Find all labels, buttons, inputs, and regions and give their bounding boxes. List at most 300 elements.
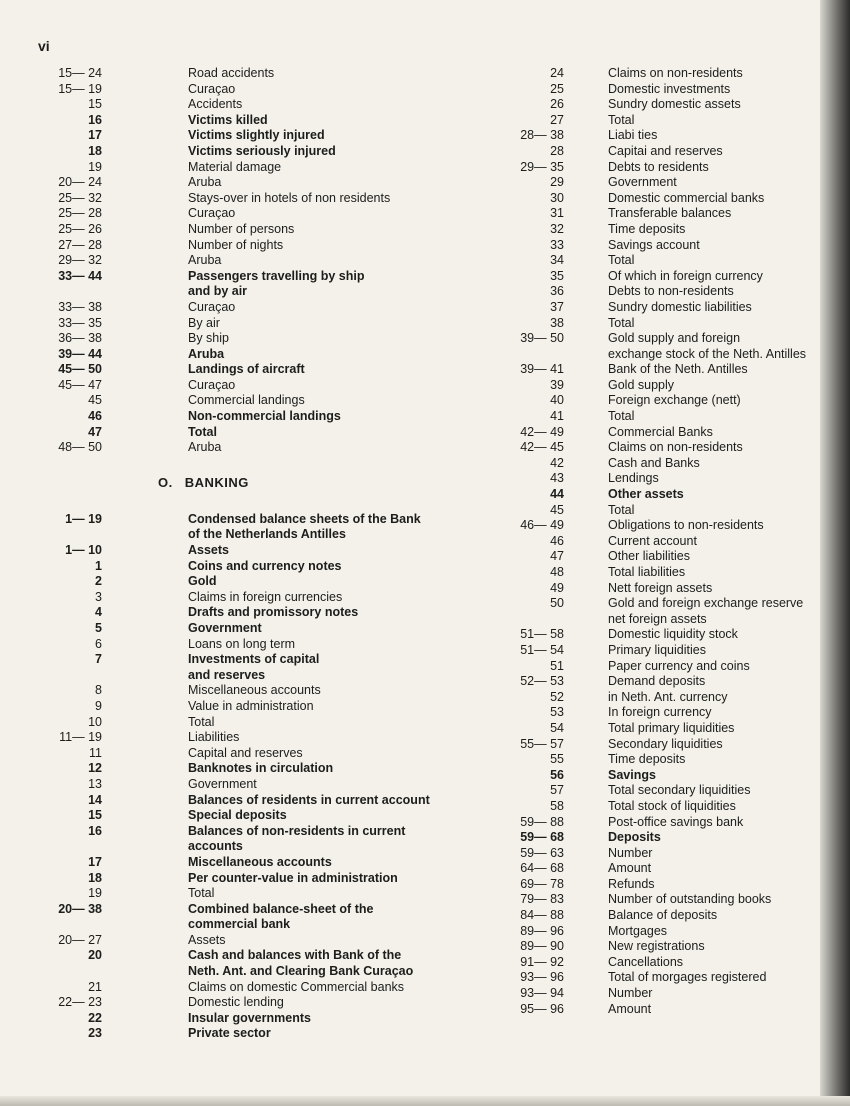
- table-reference: 40: [550, 393, 564, 408]
- table-reference: 58: [550, 798, 564, 813]
- entry-label-line: Domestic lending: [188, 995, 284, 1010]
- index-entry: [40, 761, 470, 777]
- index-entry: [40, 440, 470, 456]
- index-entry: [500, 66, 818, 82]
- index-entry: [500, 737, 818, 753]
- index-entry: [40, 715, 470, 731]
- entry-label: [188, 160, 281, 176]
- entry-label-line: Drafts and promissory notes: [188, 605, 359, 620]
- entry-label: [608, 331, 806, 362]
- entry-label: [608, 861, 651, 877]
- entry-label-line: Banknotes in circulation: [188, 761, 334, 776]
- table-reference: 50: [550, 596, 564, 611]
- index-entry: [40, 948, 470, 979]
- index-entry: [500, 534, 818, 550]
- index-entry: [500, 238, 818, 254]
- table-reference: 28: [550, 143, 564, 158]
- entry-label: [188, 902, 373, 933]
- left-entries-before-section: [40, 66, 470, 456]
- entry-label: [188, 590, 342, 606]
- table-reference: 39: [550, 377, 564, 392]
- table-reference: 26: [550, 97, 564, 112]
- index-entry: [40, 300, 470, 316]
- entry-label: [188, 238, 283, 254]
- entry-label-line: Total of morgages registered: [608, 970, 767, 985]
- index-entry: [500, 721, 818, 737]
- index-entry: [40, 1026, 470, 1042]
- table-reference: 39— 50: [520, 331, 564, 346]
- entry-label: [608, 768, 656, 784]
- left-entries-after-section: [40, 512, 470, 1042]
- index-entry: [500, 768, 818, 784]
- table-reference: 15— 19: [58, 81, 102, 96]
- entry-label-line: Liabi ties: [608, 128, 658, 143]
- table-reference: 18: [88, 143, 102, 158]
- entry-label-line: Current account: [608, 533, 697, 548]
- index-entry: [500, 549, 818, 565]
- entry-label: [188, 543, 229, 559]
- entry-label-line: Gold supply: [608, 377, 675, 392]
- table-reference: 6: [95, 636, 102, 651]
- entry-label: [188, 683, 321, 699]
- section-letter: O.: [158, 474, 173, 490]
- index-entry: [40, 808, 470, 824]
- index-entry: [500, 674, 818, 690]
- entry-label: [188, 253, 221, 269]
- index-entry: [500, 518, 818, 534]
- index-entry: [500, 487, 818, 503]
- table-reference: 48— 50: [58, 440, 102, 455]
- table-reference: 19: [88, 159, 102, 174]
- entry-label-line: Total: [188, 424, 217, 439]
- index-entry: [40, 777, 470, 793]
- table-reference: 1: [95, 558, 102, 573]
- index-entry: [500, 1002, 818, 1018]
- index-entry: [40, 66, 470, 82]
- index-entry: [40, 683, 470, 699]
- index-entry: [40, 933, 470, 949]
- entry-label-line: Deposits: [608, 830, 661, 845]
- table-reference: 19: [88, 886, 102, 901]
- entry-label-line: Commercial landings: [188, 393, 305, 408]
- entry-label-line: and reserves: [188, 667, 266, 682]
- table-reference: 7: [95, 652, 102, 667]
- entry-label: [608, 549, 690, 565]
- entry-label: [188, 191, 390, 207]
- entry-label: [608, 409, 634, 425]
- index-entry: [40, 160, 470, 176]
- table-reference: 93— 96: [520, 970, 564, 985]
- table-reference: 15: [88, 97, 102, 112]
- entry-label: [608, 815, 743, 831]
- entry-label: [188, 948, 413, 979]
- table-reference: 5: [95, 621, 102, 635]
- table-reference: 45: [550, 502, 564, 517]
- entry-label-line: exchange stock of the Neth. Antilles: [608, 346, 807, 361]
- index-entry: [40, 238, 470, 254]
- entry-label-line: Capitai and reserves: [608, 143, 723, 158]
- entry-label-line: Cash and Banks: [608, 455, 700, 470]
- entry-label-line: Assets: [188, 543, 229, 558]
- entry-label: [608, 737, 723, 753]
- index-entry: [500, 627, 818, 643]
- table-reference: 27: [550, 112, 564, 127]
- table-reference: 64— 68: [520, 861, 564, 876]
- table-reference: 59— 63: [520, 845, 564, 860]
- entry-label: [608, 191, 764, 207]
- entry-label-line: Transferable balances: [608, 206, 732, 221]
- table-reference: 59— 68: [520, 830, 564, 845]
- entry-label-line: Curaçao: [188, 299, 236, 314]
- index-entry: [40, 871, 470, 887]
- index-entry: [500, 892, 818, 908]
- index-entry: [500, 393, 818, 409]
- entry-label-line: Value in administration: [188, 698, 314, 713]
- entry-label: [188, 855, 332, 871]
- table-reference: 25— 26: [58, 221, 102, 236]
- index-entry: [500, 596, 818, 627]
- table-reference: 52— 53: [520, 674, 564, 689]
- entry-label: [608, 877, 655, 893]
- entry-label: [188, 378, 235, 394]
- entry-label-line: of the Netherlands Antilles: [188, 527, 346, 542]
- table-reference: 46: [88, 409, 102, 424]
- entry-label-line: Domestic liquidity stock: [608, 627, 738, 642]
- entry-label-line: Stays-over in hotels of non residents: [188, 190, 391, 205]
- entry-label: [608, 238, 700, 254]
- entry-label: [188, 995, 284, 1011]
- index-entry: [500, 409, 818, 425]
- entry-label-line: Secondary liquidities: [608, 736, 723, 751]
- table-reference: 35: [550, 268, 564, 283]
- entry-label: [608, 144, 723, 160]
- table-reference: 1— 10: [65, 543, 102, 558]
- index-entry: [500, 222, 818, 238]
- table-reference: 56: [550, 767, 564, 782]
- table-reference: 15— 24: [58, 66, 102, 80]
- index-entry: [500, 690, 818, 706]
- entry-label: [188, 886, 214, 902]
- entry-label: [188, 409, 341, 425]
- entry-label: [608, 487, 684, 503]
- entry-label-line: Victims seriously injured: [188, 143, 336, 158]
- entry-label-line: Balances of residents in current account: [188, 792, 430, 807]
- index-entry: [500, 705, 818, 721]
- table-reference: 47: [550, 549, 564, 564]
- table-reference: 29— 35: [520, 159, 564, 174]
- index-entry: [40, 206, 470, 222]
- index-entry: [40, 316, 470, 332]
- index-entry: [40, 409, 470, 425]
- entry-label: [188, 512, 421, 543]
- entry-label: [608, 705, 712, 721]
- entry-label: [608, 534, 697, 550]
- table-reference: 42— 49: [520, 424, 564, 439]
- entry-label: [188, 331, 229, 347]
- entry-label-line: Capital and reserves: [188, 745, 303, 760]
- entry-label: [188, 777, 257, 793]
- entry-label: [608, 160, 709, 176]
- entry-label-line: Gold and foreign exchange reserve: [608, 596, 804, 611]
- table-reference: 22— 23: [58, 995, 102, 1010]
- table-reference: 4: [95, 605, 102, 620]
- entry-label-line: Government: [608, 175, 677, 190]
- entry-label-line: Material damage: [188, 159, 282, 174]
- index-entry: [500, 269, 818, 285]
- entry-label-line: Coins and currency notes: [188, 558, 342, 573]
- entry-label: [608, 300, 752, 316]
- entry-label-line: Time deposits: [608, 221, 686, 236]
- table-reference: 24: [550, 66, 564, 80]
- table-reference: 33— 38: [58, 299, 102, 314]
- entry-label-line: Amount: [608, 1001, 652, 1016]
- entry-label: [608, 846, 652, 862]
- table-reference: 45: [88, 393, 102, 408]
- table-reference: 55: [550, 752, 564, 767]
- entry-label: [608, 362, 748, 378]
- entry-label: [608, 253, 634, 269]
- table-reference: 95— 96: [520, 1001, 564, 1016]
- index-entry: [500, 456, 818, 472]
- table-reference: 79— 83: [520, 892, 564, 907]
- entry-label: [188, 66, 274, 82]
- entry-label: [608, 316, 634, 332]
- entry-label: [608, 939, 705, 955]
- entry-label: [608, 284, 734, 300]
- entry-label: [188, 206, 235, 222]
- index-entry: [40, 980, 470, 996]
- table-reference: 51: [550, 658, 564, 673]
- table-reference: 14: [88, 792, 102, 807]
- table-reference: 54: [550, 720, 564, 735]
- entry-label: [608, 393, 741, 409]
- entry-label: [188, 175, 221, 191]
- entry-label: [188, 715, 214, 731]
- page-binding-edge: [820, 0, 850, 1106]
- entry-label-line: New registrations: [608, 939, 705, 954]
- entry-label-line: Accidents: [188, 97, 243, 112]
- entry-label: [608, 908, 717, 924]
- entry-label-line: Number: [608, 845, 653, 860]
- entry-label-line: Private sector: [188, 1026, 271, 1041]
- index-entry: [500, 565, 818, 581]
- entry-label-line: Debts to residents: [608, 159, 709, 174]
- entry-label-line: Claims on non-residents: [608, 440, 743, 455]
- entry-label: [608, 690, 728, 706]
- entry-label: [608, 425, 713, 441]
- table-reference: 2: [95, 574, 102, 589]
- entry-label: [188, 425, 217, 441]
- table-reference: 13: [88, 776, 102, 791]
- index-entry: [500, 362, 818, 378]
- table-reference: 3: [95, 589, 102, 604]
- table-reference: 51— 58: [520, 627, 564, 642]
- entry-label-line: Miscellaneous accounts: [188, 683, 321, 698]
- entry-label: [608, 1002, 651, 1018]
- entry-label-line: Of which in foreign currency: [608, 268, 763, 283]
- entry-label-line: Gold: [188, 574, 217, 589]
- entry-label: [608, 113, 634, 129]
- table-reference: 84— 88: [520, 908, 564, 923]
- entry-label: [608, 471, 659, 487]
- index-entry: [40, 652, 470, 683]
- table-reference: 12: [88, 761, 102, 776]
- left-column: [40, 66, 470, 1042]
- entry-label-line: Total: [608, 502, 635, 517]
- table-reference: 33— 35: [58, 315, 102, 330]
- entry-label-line: Number of persons: [188, 221, 295, 236]
- right-column: [500, 66, 818, 1017]
- entry-label: [608, 440, 743, 456]
- table-reference: 44: [550, 487, 564, 502]
- table-reference: 17: [88, 854, 102, 869]
- entry-label-line: Combined balance-sheet of the: [188, 901, 374, 916]
- entry-label: [188, 793, 430, 809]
- entry-label: [188, 316, 220, 332]
- index-entry: [500, 830, 818, 846]
- table-reference: 29: [550, 175, 564, 190]
- index-entry: [40, 253, 470, 269]
- entry-label-line: Nett foreign assets: [608, 580, 713, 595]
- index-entry: [500, 970, 818, 986]
- entry-label-line: Total liabilities: [608, 565, 686, 579]
- entry-label: [188, 730, 239, 746]
- entry-label-line: Savings: [608, 767, 656, 782]
- entry-label-line: Bank of the Neth. Antilles: [608, 362, 748, 377]
- entry-label: [188, 621, 262, 637]
- entry-label-line: Government: [188, 621, 262, 635]
- table-reference: 59— 88: [520, 814, 564, 829]
- entry-label: [608, 892, 771, 908]
- entry-label-line: net foreign assets: [608, 611, 707, 626]
- entry-label-line: Post-office savings bank: [608, 814, 744, 829]
- entry-label-line: Landings of aircraft: [188, 362, 305, 377]
- table-reference: 10: [88, 714, 102, 729]
- entry-label-line: Special deposits: [188, 808, 287, 823]
- index-entry: [500, 82, 818, 98]
- entry-label-line: By ship: [188, 331, 229, 346]
- table-reference: 69— 78: [520, 876, 564, 891]
- table-reference: 17: [88, 128, 102, 143]
- entry-label-line: Claims on domestic Commercial banks: [188, 979, 405, 994]
- index-entry: [40, 269, 470, 300]
- table-reference: 18: [88, 870, 102, 885]
- index-entry: [500, 877, 818, 893]
- entry-label: [608, 456, 700, 472]
- table-reference: 20— 38: [58, 901, 102, 916]
- table-reference: 53: [550, 705, 564, 720]
- index-entry: [40, 543, 470, 559]
- table-reference: 42— 45: [520, 440, 564, 455]
- index-entry: [500, 128, 818, 144]
- table-reference: 30: [550, 190, 564, 205]
- entry-label: [608, 643, 706, 659]
- index-entry: [500, 783, 818, 799]
- entry-label: [188, 808, 287, 824]
- entry-label-line: Liabilities: [188, 730, 240, 745]
- entry-label-line: Cash and balances with Bank of the: [188, 948, 402, 963]
- index-entry: [500, 581, 818, 597]
- table-reference: 33— 44: [58, 268, 102, 283]
- entry-label-line: Total primary liquidities: [608, 720, 735, 735]
- entry-label-line: Claims in foreign currencies: [188, 589, 343, 604]
- entry-label-line: Neth. Ant. and Clearing Bank Curaçao: [188, 964, 414, 979]
- entry-label: [188, 761, 333, 777]
- entry-label-line: Cancellations: [608, 954, 684, 969]
- entry-label: [188, 980, 404, 996]
- entry-label-line: Victims killed: [188, 112, 268, 127]
- table-reference: 55— 57: [520, 736, 564, 751]
- index-entry: [500, 846, 818, 862]
- entry-label-line: Foreign exchange (nett): [608, 393, 741, 408]
- index-entry: [40, 559, 470, 575]
- entry-label: [608, 986, 652, 1002]
- index-entry: [40, 97, 470, 113]
- table-reference: 45— 50: [58, 362, 102, 377]
- table-reference: 41: [550, 409, 564, 424]
- table-reference: 49: [550, 580, 564, 595]
- entry-label-line: Balances of non-residents in current: [188, 823, 406, 838]
- entry-label-line: Road accidents: [188, 66, 275, 80]
- entry-label-line: By air: [188, 315, 220, 330]
- entry-label: [188, 574, 216, 590]
- entry-label: [608, 783, 750, 799]
- entry-label-line: in Neth. Ant. currency: [608, 689, 728, 704]
- entry-label: [188, 933, 226, 949]
- table-reference: 16: [88, 112, 102, 127]
- index-entry: [500, 659, 818, 675]
- entry-label: [188, 637, 295, 653]
- entry-label-line: Condensed balance sheets of the Bank: [188, 511, 421, 526]
- entry-label: [188, 222, 294, 238]
- entry-label-line: Curaçao: [188, 81, 236, 96]
- table-reference: 34: [550, 253, 564, 268]
- entry-label-line: Demand deposits: [608, 674, 706, 689]
- entry-label-line: Balance of deposits: [608, 908, 718, 923]
- table-reference: 25— 32: [58, 190, 102, 205]
- entry-label-line: Savings account: [608, 237, 700, 252]
- entry-label: [188, 300, 235, 316]
- index-entry: [500, 815, 818, 831]
- table-reference: 20— 27: [58, 932, 102, 947]
- entry-label-line: Curaçao: [188, 206, 236, 221]
- table-reference: 43: [550, 471, 564, 486]
- entry-label: [608, 518, 764, 534]
- table-reference: 20: [88, 948, 102, 963]
- entry-label-line: Refunds: [608, 876, 655, 891]
- index-entry: [40, 144, 470, 160]
- entry-label: [188, 871, 398, 887]
- entry-label: [188, 652, 319, 683]
- table-reference: 25— 28: [58, 206, 102, 221]
- entry-label: [188, 440, 221, 456]
- index-entry: [500, 191, 818, 207]
- entry-label-line: Mortgages: [608, 923, 668, 938]
- index-entry: [40, 222, 470, 238]
- entry-label: [608, 269, 763, 285]
- table-reference: 8: [95, 683, 102, 698]
- entry-label-line: Loans on long term: [188, 636, 296, 651]
- table-reference: 29— 32: [58, 253, 102, 268]
- entry-label-line: Sundry domestic assets: [608, 97, 741, 112]
- entry-label-line: Debts to non-residents: [608, 284, 734, 299]
- table-reference: 11: [89, 745, 102, 760]
- right-entries: [500, 66, 818, 1017]
- index-entry: [500, 144, 818, 160]
- index-entry: [500, 253, 818, 269]
- entry-label: [608, 128, 657, 144]
- index-entry: [40, 746, 470, 762]
